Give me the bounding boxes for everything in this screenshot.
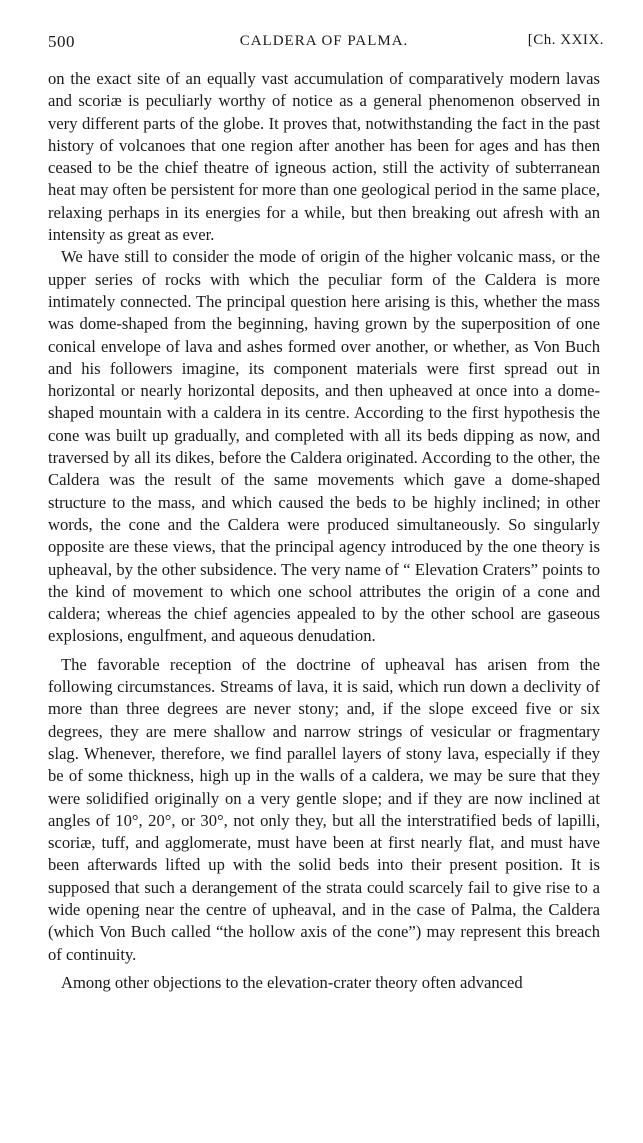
page-body <box>48 68 600 994</box>
paragraph-continuation: on the exact site of an equally vast accumulation of comparatively modern lavas and scoriæ is peculiarly worthy of notice as a general phenomenon observed in very different parts of the globe. It proves that, notwithstanding the fact in the past history of volcanoes that one region after another has been for ages and has then ceased to be the chief theatre of igneous action, still the activity of subterranean heat may often be persistent for more than one geological period in the same place, relaxing perhaps in its energies for a while, but then breaking out afresh with an intensity as great as ever. <box>48 69 600 245</box>
chapter-label: [Ch. XXIX. <box>527 32 604 48</box>
paragraph-doctrine-of-upheaval: The favorable reception of the doctrine of upheaval has arisen from the following circumstances. Streams of lava, it is said, which run down a declivity of more than three degrees are never stony; and, if the slope exceed five or six degrees, they are mere shallow and narrow strings of vesicular or fragmentary slag. Whenever, therefore, we find parallel layers of stony lava, especially if they be of some thickness, high up in the walls of a caldera, we may be sure that they were solidified originally on a very gentle slope; and if they are now inclined at angles of 10°, 20°, or 30°, not only they, but all the interstratified beds of lapilli, scoriæ, tuff, and agglomerate, must have been at first nearly flat, and must have been afterwards lifted up with the solid beds into their present position. It is supposed that such a derangement of the strata could scarcely fail to give rise to a wide opening near the centre of upheaval, and in the case of Palma, the Caldera (which Von Buch called “the hollow axis of the cone”) may represent this breach of continuity. <box>48 654 600 964</box>
page-number: 500 <box>48 32 75 51</box>
paragraph-origin-of-mass: We have still to consider the mode of origin of the higher volcanic mass, or the upper series of rocks with which the peculiar form of the Caldera is more intimately connected. The principal question here arising is this, whether the mass was dome-shaped from the beginning, having grown by the superposition of one conical envelope of lava and ashes formed over another, or whether, as Von Buch and his followers imagine, its component materials were first spread out in horizontal or nearly horizontal deposits, and then upheaved at once into a dome-shaped mountain with a caldera in its centre. According to the first hypothesis the cone was built up gradually, and completed with all its beds dipping as now, and traversed by all its dikes, before the Caldera originated. According to the other, the Caldera was the result of the same movements which gave a dome-shaped structure to the mass, and which caused the beds to be highly inclined; in other words, the cone and the Caldera were produced simultaneously. So singularly opposite are these views, that the principal agency introduced by the one theory is upheaval, by the other subsidence. The very name of “ Elevation Craters” points to the kind of movement to which one school attributes the origin of a cone and caldera; whereas the chief agencies appealed to by the other school are gaseous explosions, engulfment, and aqueous denudation. <box>48 247 600 646</box>
paragraph-objections: Among other objections to the elevation-crater theory often advanced <box>61 972 523 992</box>
running-title: CALDERA OF PALMA. <box>239 33 409 49</box>
book-page <box>48 32 604 994</box>
page-header <box>48 32 604 58</box>
